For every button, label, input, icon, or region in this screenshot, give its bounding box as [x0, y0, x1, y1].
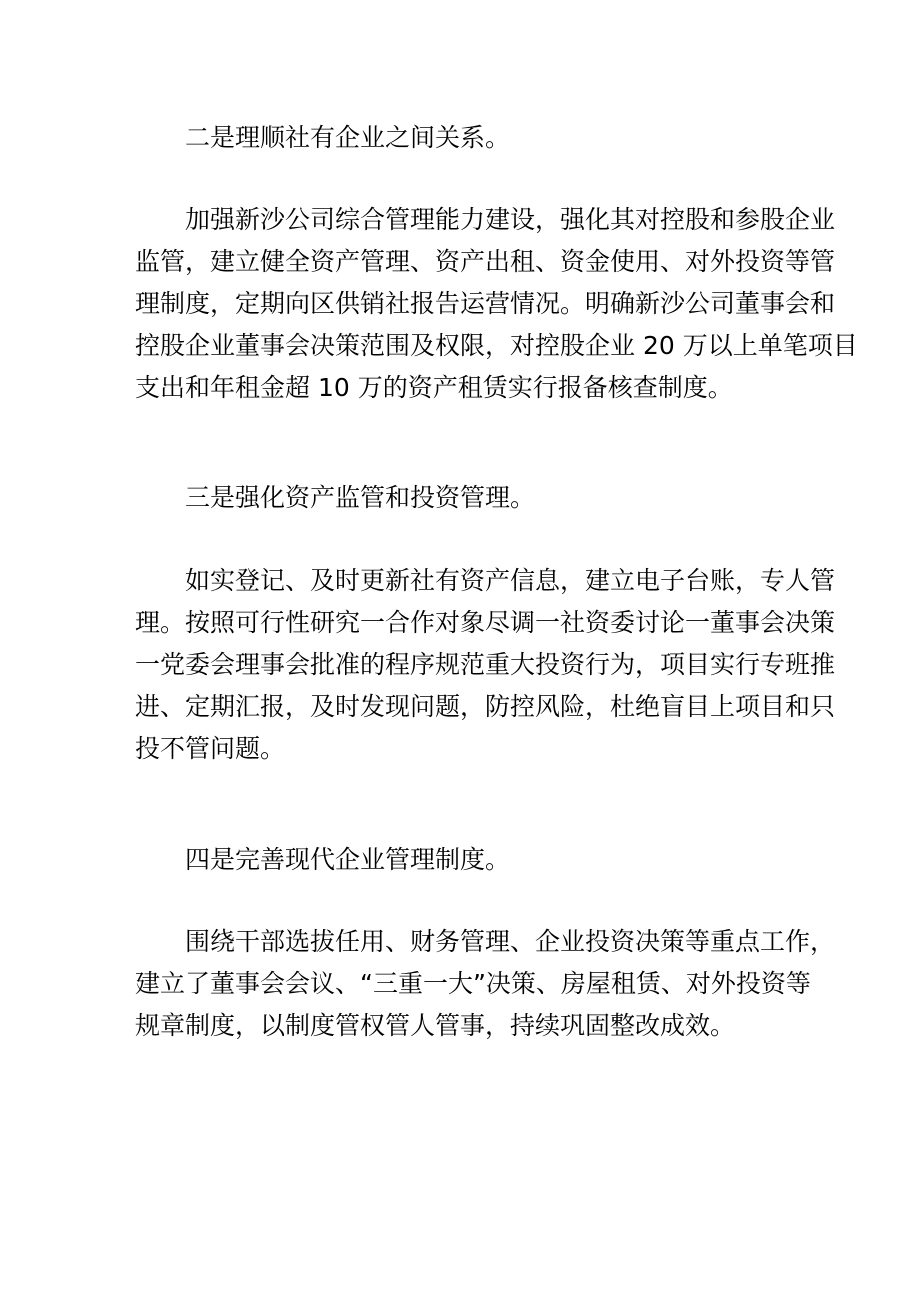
body-line: 如实登记、及时更新社有资产信息，建立电子台账，专人管	[185, 566, 836, 595]
body-line: 投不管问题。	[135, 734, 286, 763]
body-line: 监管，建立健全资产管理、资产出租、资金使用、对外投资等管	[135, 247, 836, 276]
section3-body	[135, 560, 836, 770]
body-line: 一党委会理事会批准的程序规范重大投资行为，项目实行专班推	[135, 650, 836, 679]
body-line: 理。按照可行性研究一合作对象尽调一社资委讨论一董事会决策	[135, 608, 836, 637]
body-line: 建立了董事会会议、“三重一大”决策、房屋租赁、对外投资等	[135, 969, 811, 998]
section4-heading: 四是完善现代企业管理制度。	[185, 845, 511, 874]
body-line: 进、定期汇报，及时发现问题，防控风险，杜绝盲目上项目和只	[135, 692, 836, 721]
section4-body	[135, 921, 836, 1047]
body-line: 围绕干部选拔任用、财务管理、企业投资决策等重点工作，	[185, 927, 836, 956]
section2-body	[135, 199, 858, 409]
body-line: 加强新沙公司综合管理能力建设，强化其对控股和参股企业	[185, 205, 836, 234]
body-line: 支出和年租金超 10 万的资产租赁实行报备核查制度。	[135, 373, 733, 402]
section3-heading: 三是强化资产监管和投资管理。	[185, 483, 536, 512]
body-line: 控股企业董事会决策范围及权限，对控股企业 20 万以上单笔项目	[135, 331, 858, 360]
body-line: 理制度，定期向区供销社报告运营情况。明确新沙公司董事会和	[135, 289, 836, 318]
body-line: 规章制度，以制度管权管人管事，持续巩固整改成效。	[135, 1011, 736, 1040]
section2-heading: 二是理顺社有企业之间关系。	[185, 123, 511, 152]
